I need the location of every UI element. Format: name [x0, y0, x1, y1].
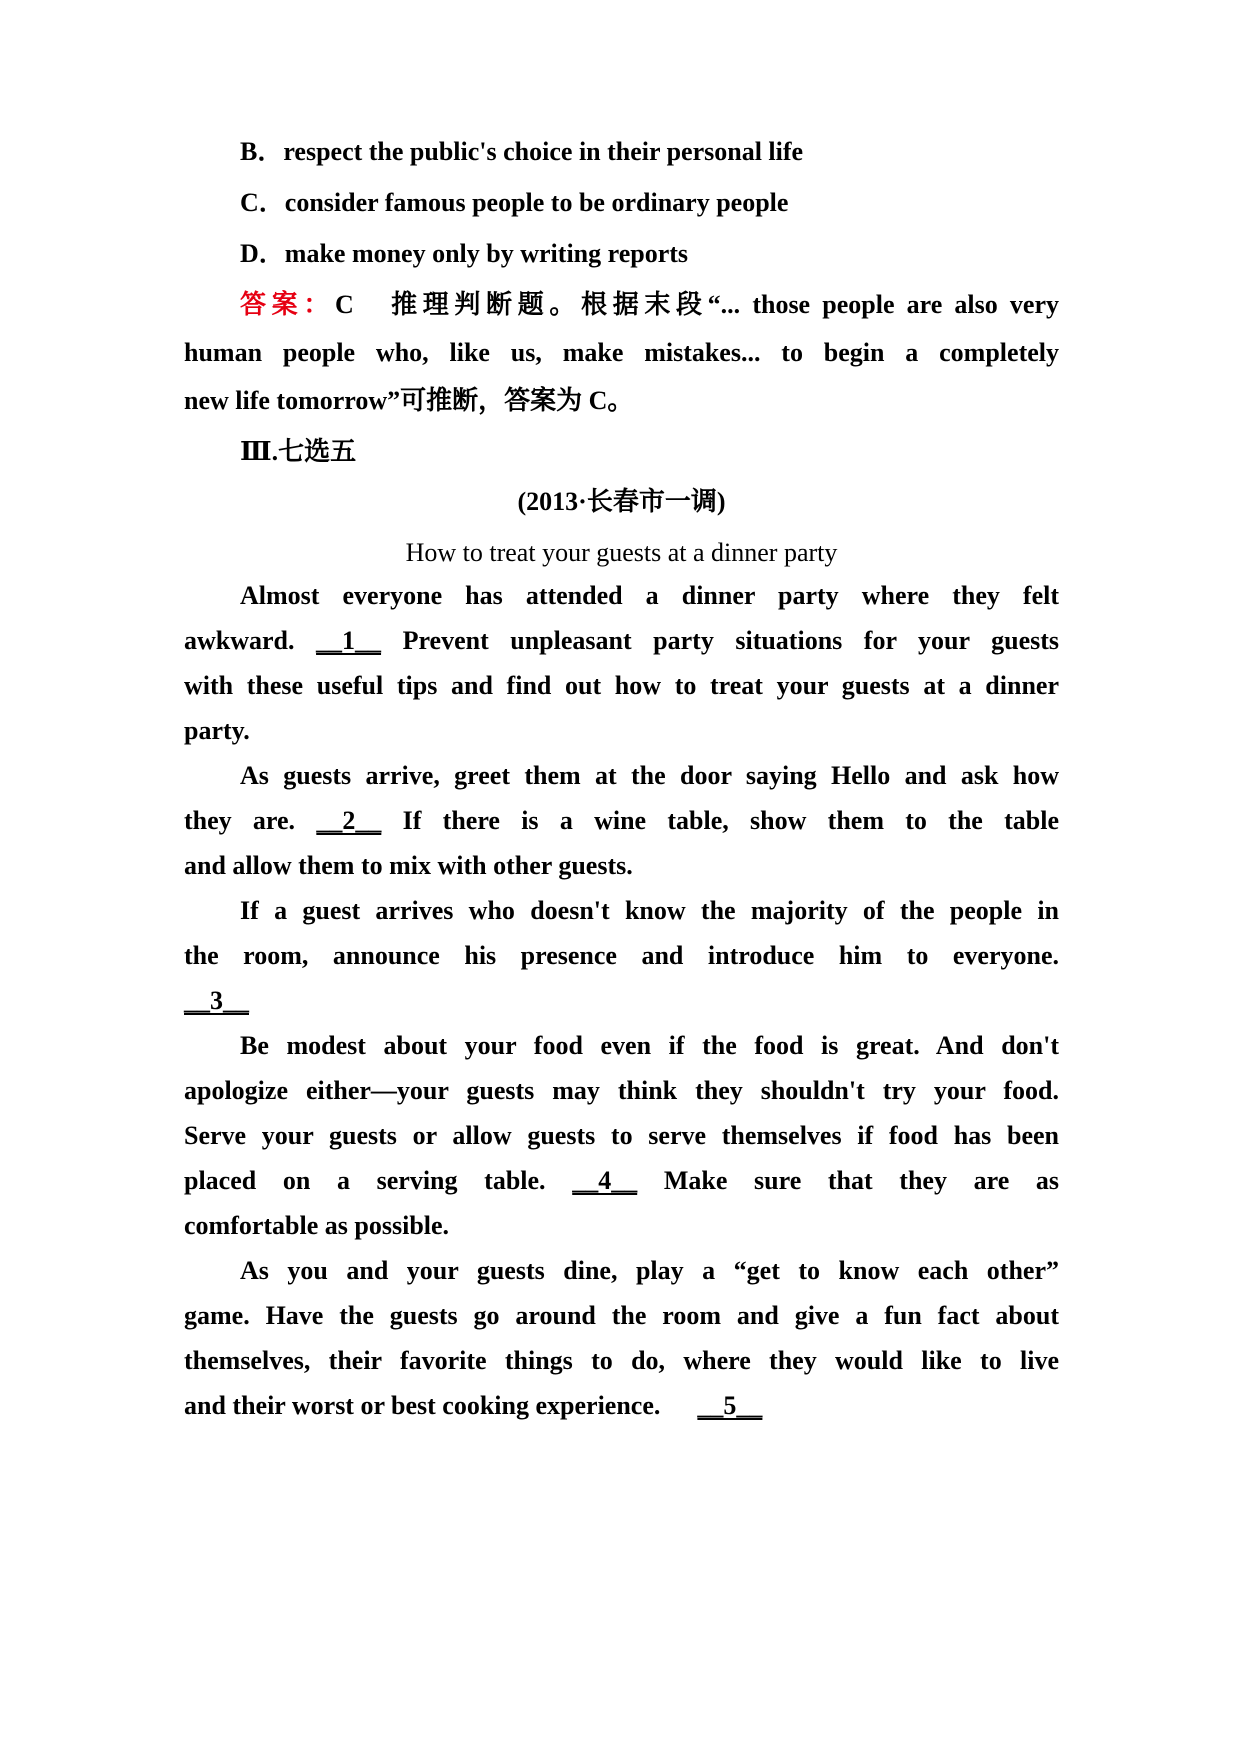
option-c-text: consider famous people to be ordinary people [284, 188, 789, 217]
p1-text-a: awkward. [184, 626, 295, 655]
blank-5: __5__ [697, 1391, 763, 1420]
p4-line-2: apologize either—your guests may think they shouldn't try your food. [184, 1076, 1059, 1105]
p1-line-1: Almost everyone has attended a dinner party where they felt [240, 581, 1059, 610]
p3-line-2: the room, announce his presence and introduce him to everyone. [184, 941, 1059, 970]
p5-line-1: As you and your guests dine, play a “get to know each other” [240, 1256, 1059, 1285]
p4-text-b: Make sure that they are as [663, 1166, 1059, 1195]
option-d-letter: D． [240, 239, 285, 268]
p4-line-3: Serve your guests or allow guests to serve themselves if food has been [184, 1121, 1059, 1150]
option-c [240, 187, 788, 219]
p4-line-5: comfortable as possible. [184, 1211, 450, 1240]
option-c-letter: C． [240, 188, 285, 217]
p2-text-a: they are. [184, 806, 296, 835]
p1-line-2 [184, 625, 1059, 657]
p2-line-3: and allow them to mix with other guests. [184, 851, 633, 880]
option-b [240, 136, 803, 168]
section-heading: Ⅲ.七选五 [240, 437, 357, 466]
blank-1: __1__ [316, 626, 382, 655]
p4-line-4 [184, 1165, 1059, 1197]
p5-line-4 [184, 1390, 762, 1422]
option-b-letter: B． [240, 137, 284, 166]
p1-line-4: party. [184, 716, 250, 745]
passage-source: (2013·长春市一调) [517, 487, 726, 516]
option-d [240, 238, 688, 270]
p1-text-b: Prevent unpleasant party situations for your guests [402, 626, 1060, 655]
answer-line-1 [240, 289, 1059, 321]
p3-line-1: If a guest arrives who doesn't know the majority of the people in [240, 896, 1059, 925]
blank-4: __4__ [572, 1166, 638, 1195]
p2-line-2 [184, 805, 1059, 837]
p2-text-b: If there is a wine table, show them to the table [402, 806, 1059, 835]
option-b-text: respect the public's choice in their personal life [283, 137, 804, 166]
p4-text-a: placed on a serving table. [184, 1166, 546, 1195]
answer-text-1: C 推理判断题。根据末段“... those people are also very [334, 290, 1059, 319]
p4-line-1: Be modest about your food even if the food is great. And don't [240, 1031, 1059, 1060]
answer-label: 答案： [240, 290, 335, 319]
answer-line-3: new life tomorrow”可推断，答案为 C。 [184, 386, 634, 415]
blank-3: __3__ [184, 986, 249, 1015]
answer-line-2: human people who, like us, make mistakes... to begin a completely [184, 338, 1059, 367]
p2-line-1: As guests arrive, greet them at the door saying Hello and ask how [240, 761, 1059, 790]
option-d-text: make money only by writing reports [284, 239, 689, 268]
p5-line-2: game. Have the guests go around the room and give a fun fact about [184, 1301, 1059, 1330]
p1-line-3: with these useful tips and find out how to treat your guests at a dinner [184, 671, 1059, 700]
p5-text-a: and their worst or best cooking experience. [184, 1391, 661, 1420]
passage-title: How to treat your guests at a dinner party [405, 538, 838, 567]
blank-2: __2__ [316, 806, 382, 835]
p5-line-3: themselves, their favorite things to do, where they would like to live [184, 1346, 1059, 1375]
p3-line-3 [184, 985, 249, 1017]
